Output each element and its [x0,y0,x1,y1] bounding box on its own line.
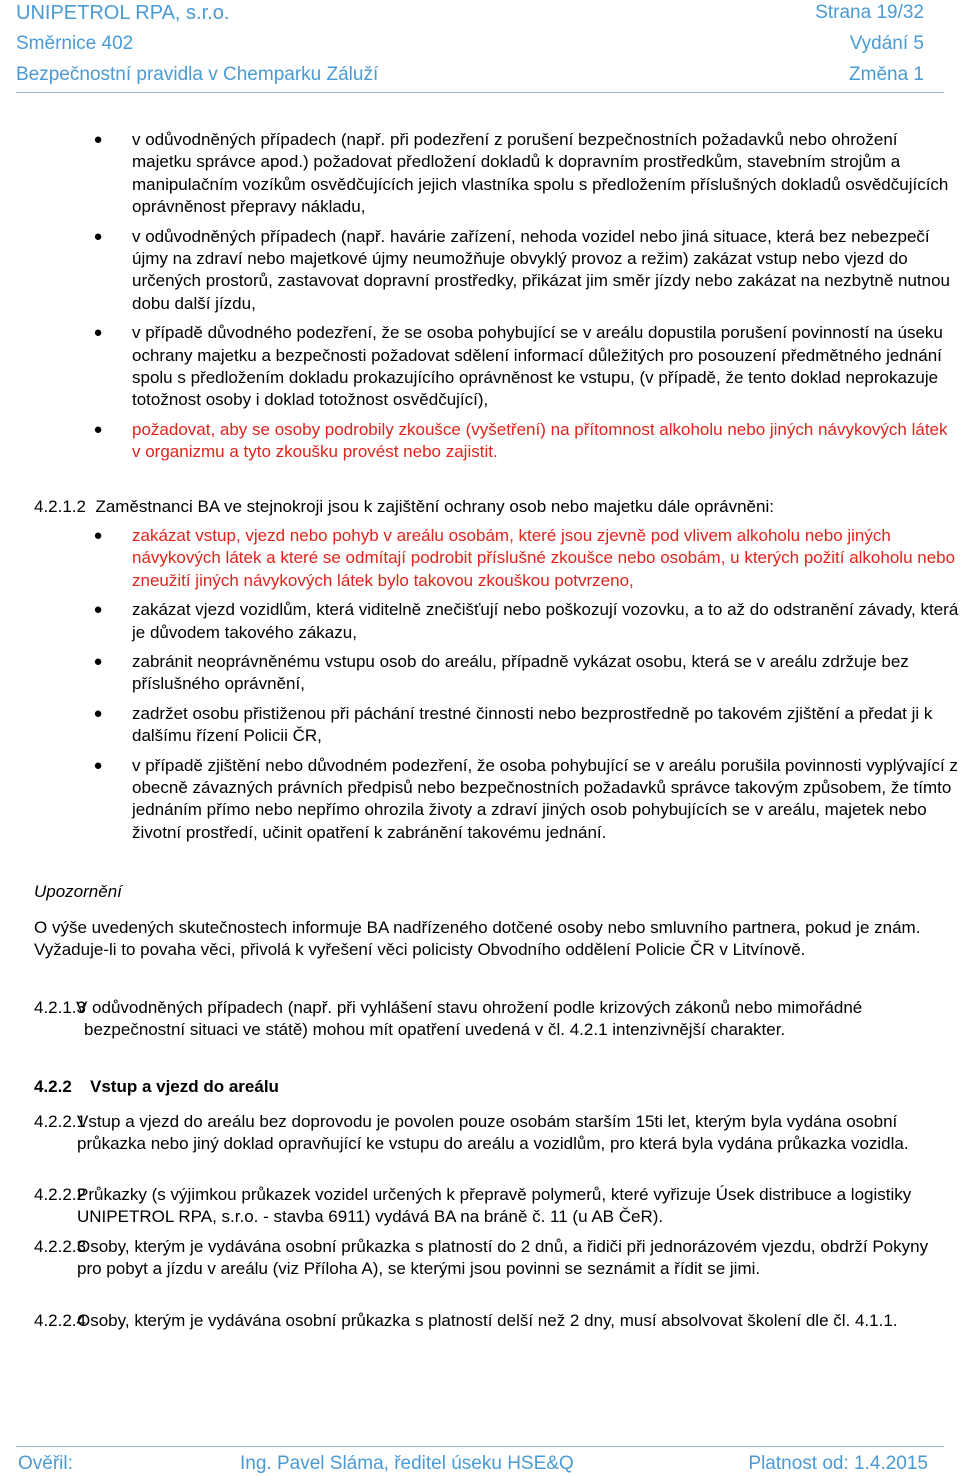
note-text: O výše uvedených skutečnostech informuje BA nadřízeného dotčené osoby nebo smluvního partnera, pokud je znám. Vyžaduje-li to povaha věci, přivolá k vyřešení věci policisty Obvodního oddělení Policie ČR v Litvínově. [34,918,921,960]
list-item: ● v případě zjištění nebo důvodném podezření, že osoba pohybující se v areálu porušila povinnosti vyplývající z obecně závazných právních předpisů nebo bezpečnostních požadavků správce takovým způsobem, že tímto jednáním přímo nebo nepřímo ohrozila životy a zdraví jiných osob pohybujících se v areálu, majetek nebo životní prostředí, učinit opatření k zabránění takovému jednání. [93,755,958,842]
note-label: Upozornění [34,882,122,901]
section-4-2-1-3-text: V odůvodněných případech (např. při vyhlášení stavu ohrožení podle krizových zákonů nebo mimořádné bezpečnostní situaci ve státě) mohou mít opatření uvedená v čl. 4.2.1 intenzivnější charakter. [76,998,863,1040]
bullet-icon: ● [93,527,103,544]
section-4-2-2-4-number: 4.2.2.4 [34,1311,86,1330]
section-4-2-1-2: 4.2.1.2 Zaměstnanci BA ve stejnokroji jsou k zajištění ochrany osob nebo majetku dále oprávněni: [34,497,774,516]
bullet-icon: ● [93,227,103,245]
list-item: ● v odůvodněných případech (např. havárie zařízení, nehoda vozidel nebo jiná situace, která bez nebezpečí újmy na zdraví nebo majetkové újmy neumožňuje obvyklý provoz a režim) zakázat vstup nebo vjezd do určených prostorů, zastavovat dopravní prostředky, přikázat jim směr jízdy nebo zakázat na nezbytně nutnou dobu další jízdu, [93,226,950,313]
section-4-2-2-3-text: Osoby, kterým je vydávána osobní průkazka s platností do 2 dnů, a řidiči při jednorázovém vjezdu, obdrží Pokyny pro pobyt a jízdu v areálu (viz Příloha A), se kterými jsou povinni se seznámit a řídit se jimi. [77,1237,929,1279]
list-item: ● v odůvodněných případech (např. při podezření z porušení bezpečnostních požadavků nebo ohrožení majetku správce apod.) požadovat předložení dokladů k dopravním prostředkům, stavebním strojům a manipulačním vozíkům osvědčujících jejich vlastníka spolu s předložením příslušných dokladů osvědčujících oprávněnost přepravy nákladu, [93,130,949,217]
section-4-2-2-title: Vstup a vjezd do areálu [90,1077,279,1096]
section-4-2-1-3-number: 4.2.1.3 [34,998,86,1017]
footer-verifier: Ing. Pavel Sláma, ředitel úseku HSE&Q [240,1453,574,1474]
section-4-2-2-2-text: Průkazky (s výjimkou průkazek vozidel určených k přepravě polymerů, které vyřizuje Úsek distribuce a logistiky UNIPETROL RPA, s.r.o. - stavba 6911) vydává BA na bráně č. 11 (u AB ČeR). [77,1185,912,1227]
list-item: ● zadržet osobu přistiženou při páchání trestné činnosti nebo bezprostředně po takovém zjištění a předat ji k dalšímu řízení Policii ČR, [93,703,933,746]
footer-verified-label: Ověřil: [18,1453,73,1474]
section-4-2-2-1-number: 4.2.2.1 [34,1112,86,1131]
list-item: ● požadovat, aby se osoby podrobily zkoušce (vyšetření) na přítomnost alkoholu nebo jiných návykových látek v organizmu a tyto zkoušku provést nebo zajistit. [93,419,948,462]
document-title: Bezpečnostní pravidla v Chemparku Záluží [16,64,379,85]
bullet-icon: ● [93,420,103,438]
section-4-2-2-4-text: Osoby, kterým je vydávána osobní průkazka s platností delší než 2 dny, musí absolvovat školení dle čl. 4.1.1. [77,1311,898,1330]
footer-valid-from: Platnost od: 1.4.2015 [748,1453,928,1474]
change-number: Změna 1 [849,64,924,85]
section-4-2-2-number: 4.2.2 [34,1077,72,1096]
header-divider [16,92,944,93]
bullet-icon: ● [93,756,103,774]
bullet-icon: ● [93,653,103,671]
section-4-2-2-3-number: 4.2.2.3 [34,1237,86,1256]
authority-list-1 [93,129,960,464]
bullet-icon: ● [93,131,103,148]
list-item: ● zakázat vstup, vjezd nebo pohyb v areálu osobám, které jsou zjevně pod vlivem alkoholu nebo jiných návykových látek a které se odmítají podrobit příslušné zkoušce nebo osobám, u kterých požití alkoholu nebo zneužití jiných návykových látek bylo takovou zkouškou potvrzeno, [93,526,956,590]
authority-list-2 [93,525,960,844]
company-name: UNIPETROL RPA, s.r.o. [16,2,230,24]
bullet-icon: ● [93,324,103,342]
section-4-2-2-2-number: 4.2.2.2 [34,1185,86,1204]
section-4-2-2-1-text: Vstup a vjezd do areálu bez doprovodu je povolen pouze osobám starším 15ti let, kterým byla vydána osobní průkazka nebo jiný doklad opravňující ke vstupu do areálu a vozidlům, pro která byla vydána průkazka vozidla. [77,1112,909,1154]
list-item: ● v případě důvodného podezření, že se osoba pohybující se v areálu dopustila porušení povinností na úseku ochrany majetku a bezpečnosti požadovat sdělení informací důležitých pro posouzení předmětného jednání spolu s předložením dokladu prokazujícího oprávněnost ke vstupu, (v případě, že tento doklad neprokazuje totožnost osoby i doklad totožnost osvědčující), [93,323,943,410]
list-item: ● zakázat vjezd vozidlům, která viditelně znečišťují nebo poškozují vozovku, a to až do odstranění závady, která je důvodem takového zákazu, [93,600,959,642]
footer-divider [16,1446,944,1447]
edition: Vydání 5 [849,33,924,54]
list-item: ● zabránit neoprávněnému vstupu osob do areálu, případně vykázat osobu, která se v areálu zdržuje bez příslušného oprávnění, [93,652,909,694]
directive-number: Směrnice 402 [16,33,134,54]
bullet-icon: ● [93,601,103,619]
page-number: Strana 19/32 [815,2,924,23]
bullet-icon: ● [93,704,103,722]
